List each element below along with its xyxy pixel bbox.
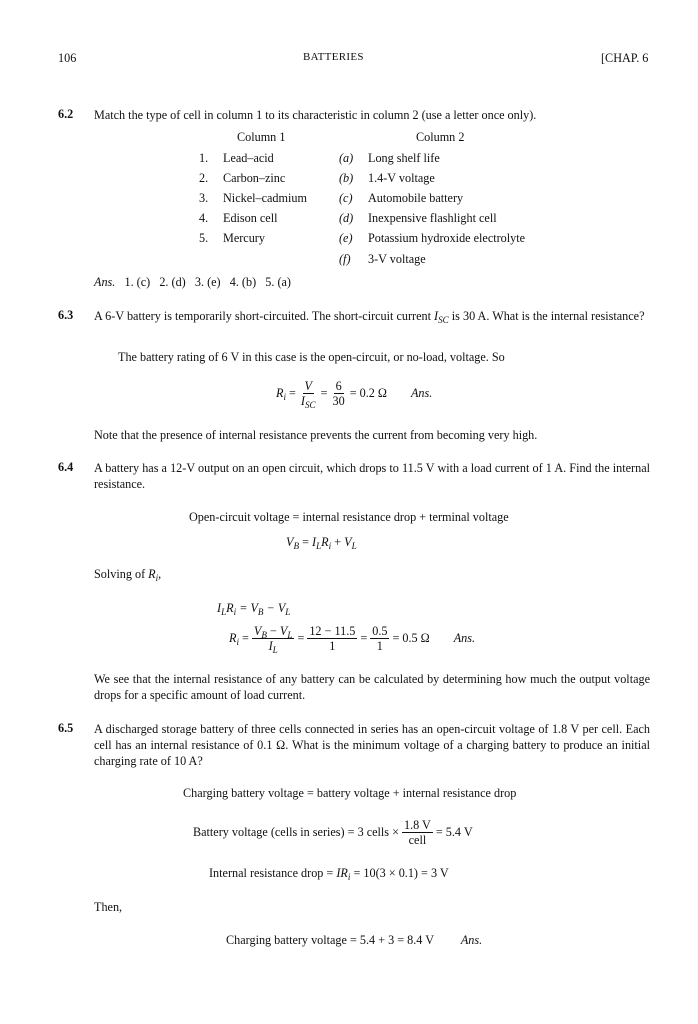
problem-6-4-text: A battery has a 12-V output on an open circuit, which drops to 11.5 V with a load current of 1 A. Find the internal resistance.: [94, 461, 650, 491]
equation-6-5-charging: Charging battery voltage = battery voltage + internal resistance drop: [183, 786, 517, 800]
characteristic: 1.4-V voltage: [368, 170, 435, 185]
ans-label: Ans.: [94, 275, 116, 289]
cell-type: [223, 249, 339, 269]
page-number: 106: [58, 51, 77, 65]
letter: (d): [339, 211, 354, 226]
equation-6-4-words: Open-circuit voltage = internal resistance drop + terminal voltage: [189, 510, 509, 524]
note-6-4: We see that the internal resistance of any battery can be calculated by determining how much the output voltage drops for a specific amount of load current.: [94, 672, 650, 702]
answer: 2. (d): [159, 275, 186, 289]
equation-6-4-result: $R_i$ = $\frac{V_B - V_L}{I_L}$ = $\frac{12 - 11.5}{1}$ = $\frac{0.5}{1}$ = 0.5 Ω Ans.: [229, 624, 476, 656]
characteristic: Long shelf life: [368, 150, 440, 165]
then-label: Then,: [94, 900, 123, 914]
letter: (b): [339, 170, 354, 185]
cell-type: Carbon–zinc: [223, 170, 286, 185]
answer: 5. (a): [265, 275, 291, 289]
problem-number-6-3: 6.3: [58, 308, 74, 322]
answers-6-2: [94, 275, 291, 290]
row-number: 1.: [199, 150, 209, 165]
running-title: BATTERIES: [303, 51, 364, 63]
characteristic: Inexpensive flashlight cell: [368, 211, 497, 226]
chapter-label: [CHAP. 6: [601, 51, 649, 65]
characteristic: Potassium hydroxide electrolyte: [368, 231, 526, 246]
equation-6-4-rearranged: $I_LR_i = V_B - V_L$: [217, 601, 291, 618]
equation-6-4-symbolic: $V_B = I_LR_i + V_L$: [286, 535, 357, 552]
problem-number-6-5: 6.5: [58, 721, 74, 735]
problem-6-3-solution-line: The battery rating of 6 V in this case is the open-circuit, or no-load, voltage. So: [118, 350, 505, 364]
cell-type: Edison cell: [223, 211, 278, 226]
match-row: [199, 229, 525, 249]
answer: 4. (b): [229, 275, 257, 289]
row-number: [199, 249, 223, 269]
answer: 3. (e): [194, 275, 221, 289]
column-1-header: Column 1: [237, 130, 286, 144]
cell-type: Lead–acid: [223, 150, 274, 165]
problem-number-6-2: 6.2: [58, 107, 74, 121]
problem-6-3-text: A 6-V battery is temporarily short-circuited. The short-circuit current $I_{SC}$ is 30 A. What is the internal resistance?: [94, 309, 645, 326]
match-row: [199, 209, 525, 229]
match-row: [199, 249, 525, 269]
column-2-header: Column 2: [416, 130, 465, 144]
problem-6-2-text: Match the type of cell in column 1 to its characteristic in column 2 (use a letter once only).: [94, 108, 537, 122]
match-row: [199, 168, 525, 188]
match-row: [199, 148, 525, 168]
match-row: [199, 188, 525, 208]
letter: (e): [339, 231, 353, 246]
row-number: 4.: [199, 211, 209, 226]
letter: (f): [339, 251, 351, 266]
problem-number-6-4: 6.4: [58, 460, 74, 474]
equation-6-5-drop: Internal resistance drop = $IR_i = 10(3 \times 0.1) = 3$ V: [209, 866, 449, 883]
cell-type: Nickel–cadmium: [223, 190, 307, 205]
cell-type: Mercury: [223, 231, 265, 246]
letter: (c): [339, 190, 353, 205]
characteristic: 3-V voltage: [368, 251, 426, 266]
letter: (a): [339, 150, 354, 165]
row-number: 2.: [199, 170, 209, 185]
problem-6-5-text: A discharged storage battery of three cells connected in series has an open-circuit voltage of 1.8 V per cell. Each cell has an internal resistance of 0.1 Ω. What is the minimum voltage of a charging battery to produce an initial charging rate of 10 A?: [94, 722, 650, 768]
row-number: 3.: [199, 190, 209, 205]
match-table: [199, 148, 525, 269]
equation-6-5-final: Charging battery voltage = 5.4 + 3 = 8.4 V Ans.: [226, 933, 483, 947]
solving-line: Solving of $R_i$,: [94, 567, 162, 584]
equation-6-5-battery-voltage: Battery voltage (cells in series) = 3 cells × $\frac{1.8 V}{\text{cell}}$ = 5.4 V: [193, 818, 473, 848]
equation-6-3: $R_i$ = $\frac{V}{I_{SC}}$ = $\frac{6}{30}$ = 0.2 Ω Ans.: [276, 379, 433, 411]
note-6-3: Note that the presence of internal resistance prevents the current from becoming very high.: [94, 428, 538, 442]
row-number: 5.: [199, 231, 209, 246]
characteristic: Automobile battery: [368, 190, 464, 205]
answer: 1. (c): [124, 275, 151, 289]
